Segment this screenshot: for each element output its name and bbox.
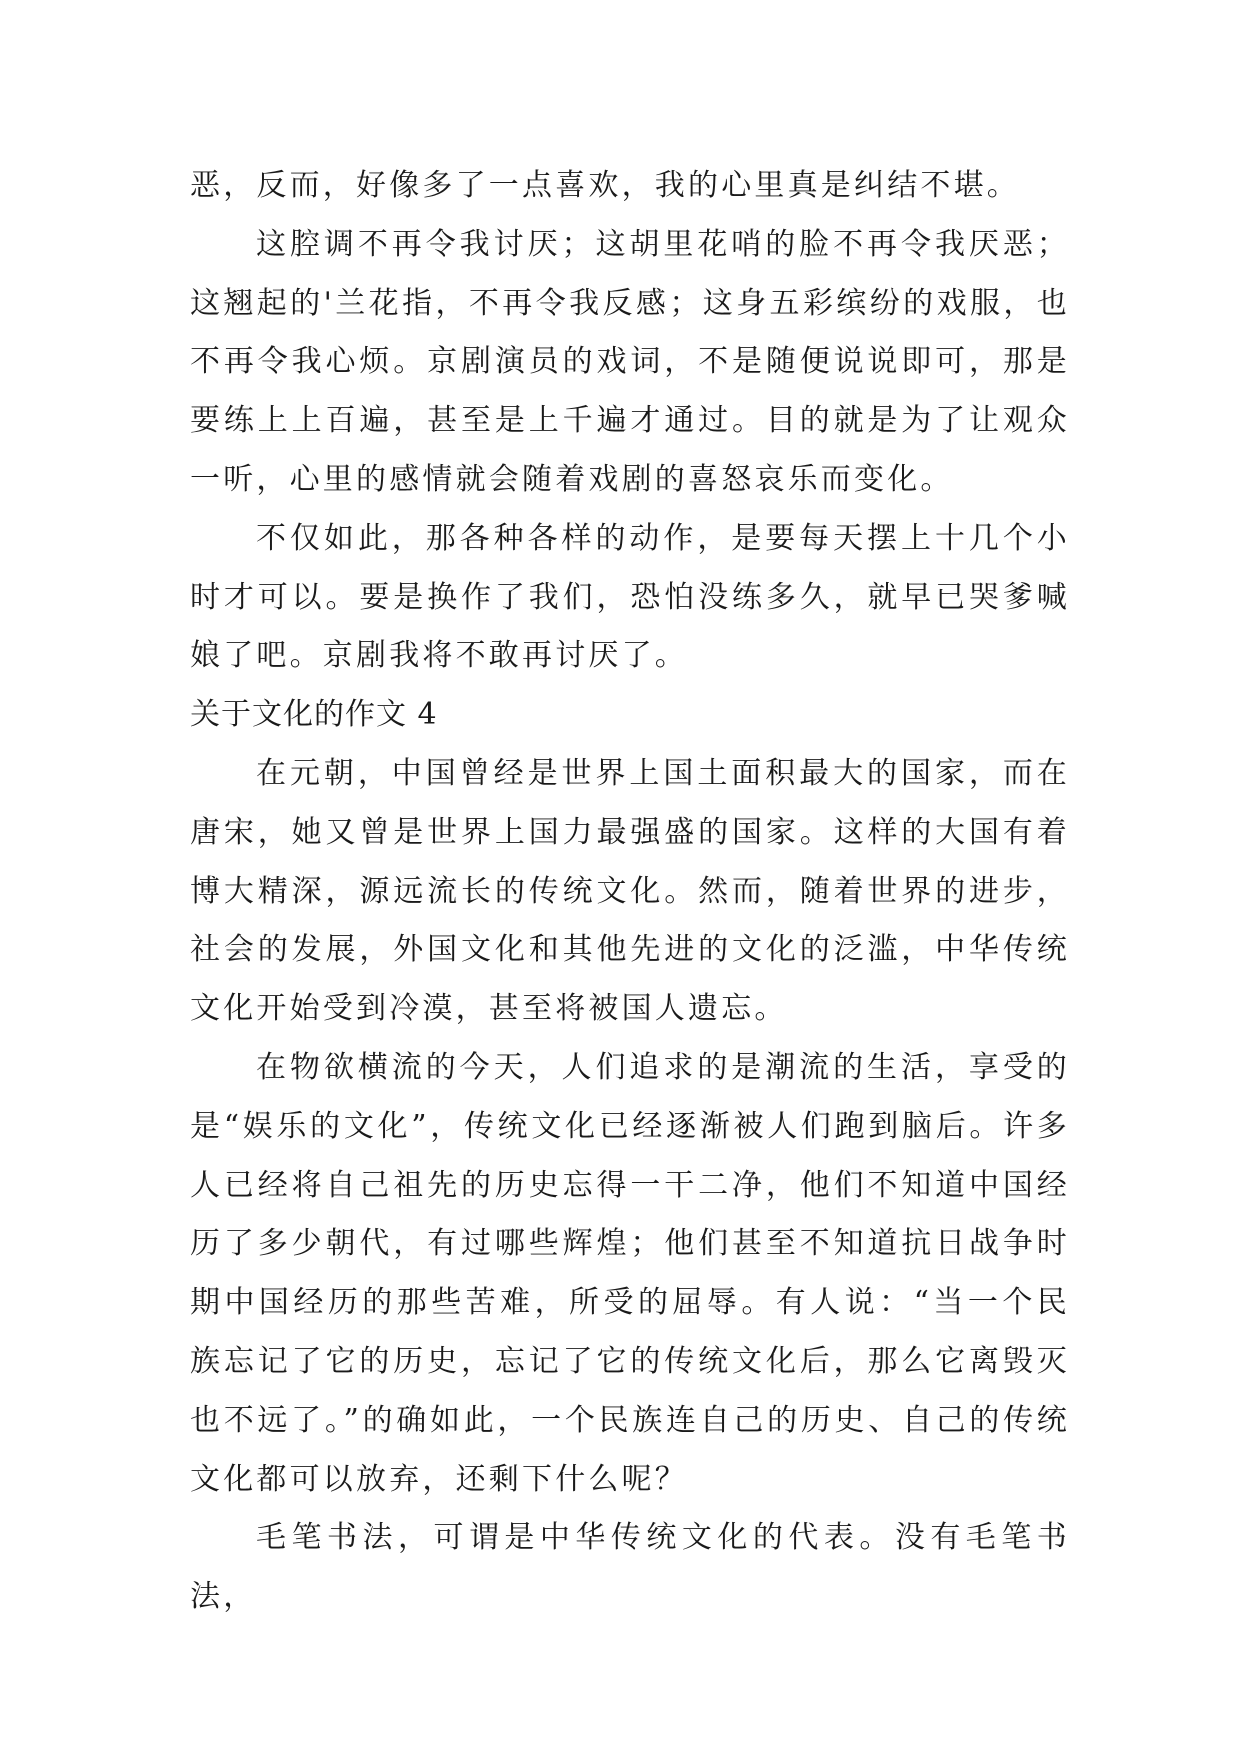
document-body [190,157,1070,1627]
section-heading: 关于文化的作文 4 [190,697,438,733]
paragraph: 这腔调不再令我讨厌；这胡里花哨的脸不再令我厌恶；这翘起的'兰花指，不再令我反感；这身五彩缤纷的戏服，也不再令我心烦。京剧演员的戏词，不是随便说说即可，那是要练上上百遍，甚至是上千遍才通过。目的就是为了让观众一听，心里的感情就会随着戏剧的喜怒哀乐而变化。 [190,226,1070,497]
paragraph: 不仅如此，那各种各样的动作，是要每天摆上十几个小时才可以。要是换作了我们，恐怕没练多久，就早已哭爹喊娘了吧。京剧我将不敢再讨厌了。 [190,520,1070,674]
paragraph-continuation: 恶，反而，好像多了一点喜欢，我的心里真是纠结不堪。 [190,168,1020,203]
paragraph: 毛笔书法，可谓是中华传统文化的代表。没有毛笔书法， [190,1520,1070,1615]
paragraph: 在元朝，中国曾经是世界上国土面积最大的国家，而在唐宋，她又曾是世界上国力最强盛的国家。这样的大国有着博大精深，源远流长的传统文化。然而，随着世界的进步，社会的发展，外国文化和其他先进的文化的泛滥，中华传统文化开始受到冷漠，甚至将被国人遗忘。 [190,755,1070,1027]
paragraph: 在物欲横流的今天，人们追求的是潮流的生活，享受的是“娱乐的文化”，传统文化已经逐渐被人们跑到脑后。许多人已经将自己祖先的历史忘得一干二净，他们不知道中国经历了多少朝代，有过哪些辉煌；他们甚至不知道抗日战争时期中国经历的那些苦难，所受的屈辱。有人说：“当一个民族忘记了它的历史，忘记了它的传统文化后，那么它离毁灭也不远了。”的确如此，一个民族连自己的历史、自己的传统文化都可以放弃，还剩下什么呢？ [190,1049,1070,1497]
